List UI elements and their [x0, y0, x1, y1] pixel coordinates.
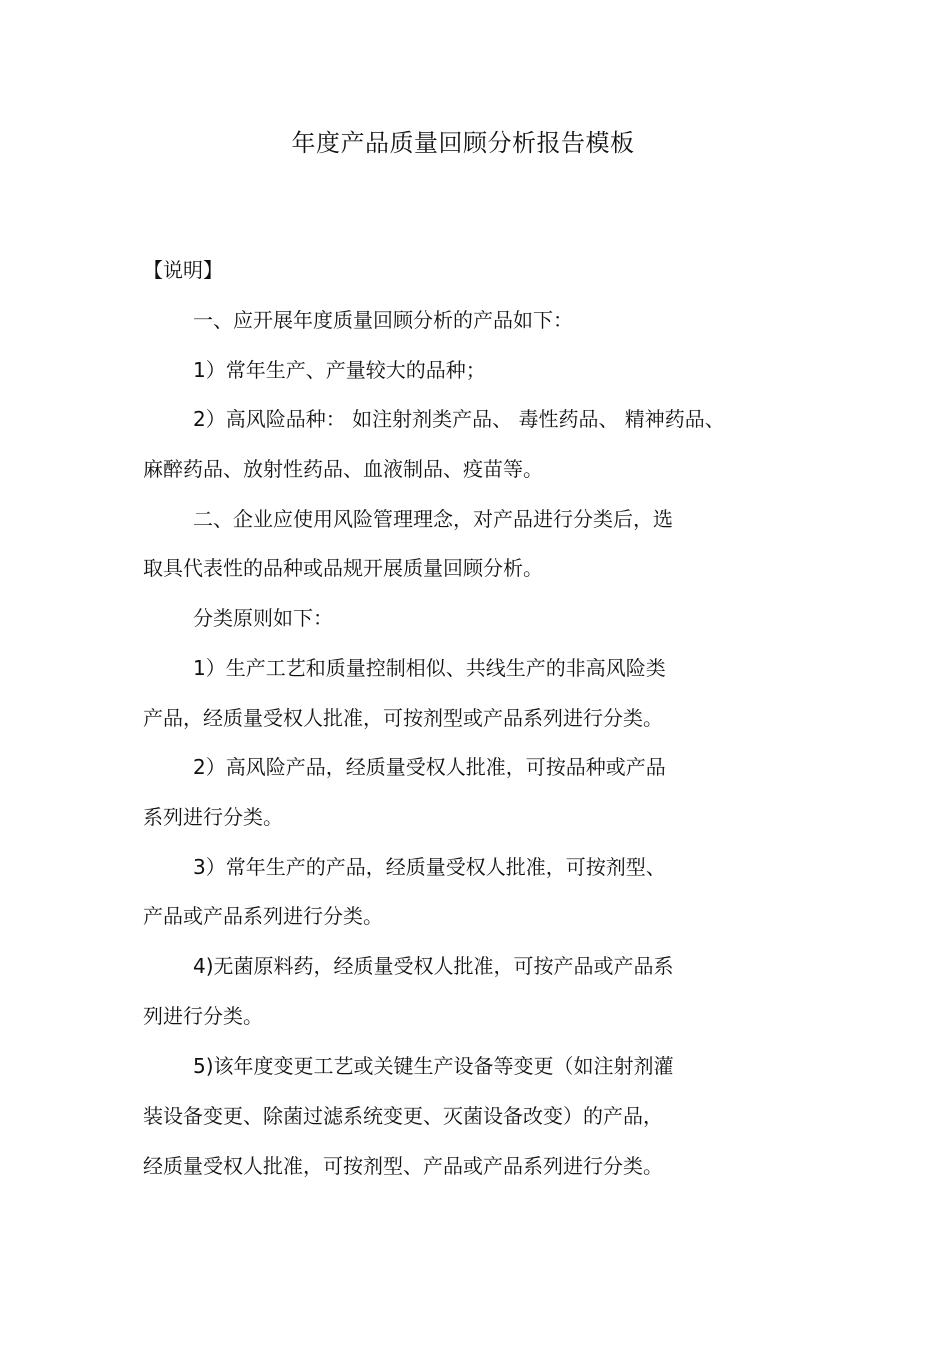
- paragraph-line: 2）高风险品种： 如注射剂类产品、 毒性药品、 精神药品、: [193, 407, 725, 431]
- paragraph-line: 系列进行分类。: [143, 805, 283, 829]
- paragraph-line: 2）高风险产品，经质量受权人批准，可按品种或产品: [193, 755, 666, 779]
- paragraph-line: 产品，经质量受权人批准，可按剂型或产品系列进行分类。: [143, 706, 663, 730]
- paragraph-line: 装设备变更、除菌过滤系统变更、灭菌设备改变）的产品，: [143, 1104, 663, 1128]
- paragraph-line: 一、应开展年度质量回顾分析的产品如下：: [193, 308, 573, 332]
- paragraph-line: 1）生产工艺和质量控制相似、共线生产的非高风险类: [193, 656, 666, 680]
- document-title: 年度产品质量回顾分析报告模板: [291, 129, 635, 157]
- paragraph-line: 1）常年生产、产量较大的品种；: [193, 358, 486, 382]
- paragraph-line: 5)该年度变更工艺或关键生产设备等变更（如注射剂灌: [193, 1054, 674, 1078]
- paragraph-line: 麻醉药品、放射性药品、血液制品、疫苗等。: [143, 457, 543, 481]
- paragraph-line: 取具代表性的品种或品规开展质量回顾分析。: [143, 556, 543, 580]
- paragraph-line: 4)无菌原料药，经质量受权人批准，可按产品或产品系: [193, 954, 674, 978]
- paragraph-line: 分类原则如下：: [193, 606, 333, 630]
- section-heading-explanation: 【说明】: [143, 258, 223, 282]
- paragraph-line: 列进行分类。: [143, 1004, 263, 1028]
- paragraph-line: 3）常年生产的产品，经质量受权人批准，可按剂型、: [193, 855, 666, 879]
- paragraph-line: 产品或产品系列进行分类。: [143, 904, 383, 928]
- paragraph-line: 经质量受权人批准，可按剂型、产品或产品系列进行分类。: [143, 1154, 663, 1178]
- paragraph-line: 二、企业应使用风险管理理念，对产品进行分类后，选: [193, 507, 673, 531]
